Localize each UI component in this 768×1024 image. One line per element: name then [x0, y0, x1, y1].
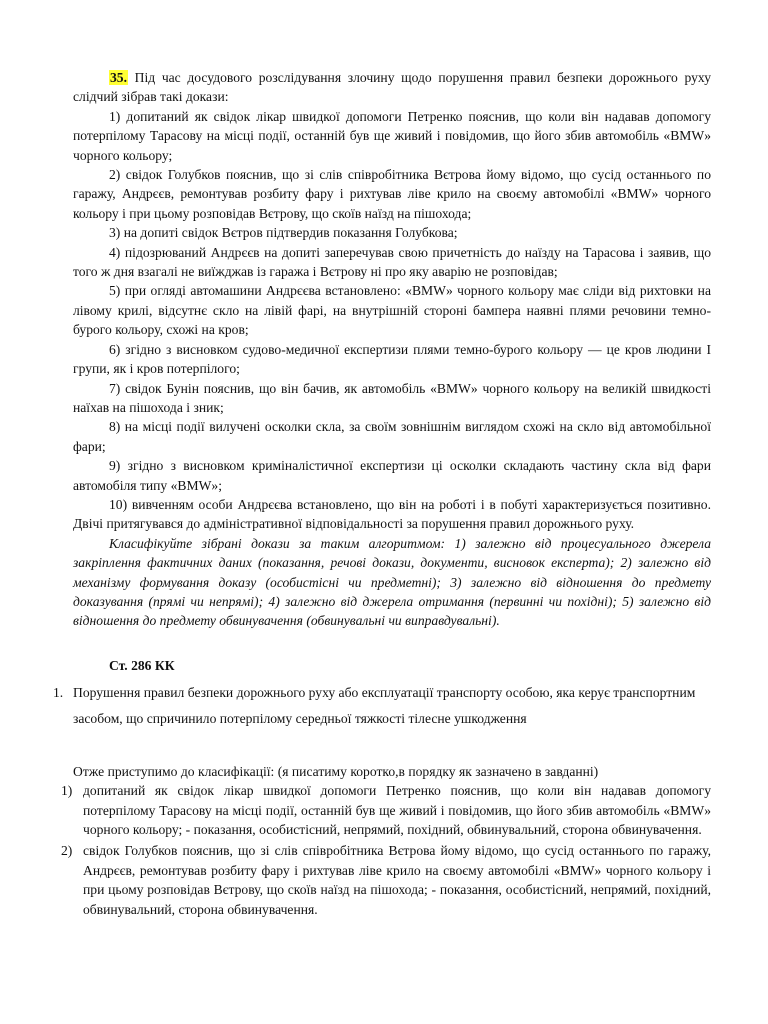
task-instruction: Класифікуйте зібрані докази за таким алгоритмом: 1) залежно від процесуального джерела закріплення фактичних даних (показання, речові докази, документи, висновок експерта); 2) залежно від механізму формування доказу (особистісні чи предметні); 3) залежно від відношення до предмету доказування (прямі чи непрямі); 4) залежно від джерела отримання (первинні чи похідні); 5) залежно від відношення до предмету обвинувачення (обвинувальні чи виправдувальні). [73, 535, 711, 629]
article-item-number: 1. [53, 684, 64, 700]
answer-intro: Отже приступимо до класифікації: (я писатиму коротко,в порядку як зазначено в завданні) [73, 763, 599, 779]
evidence-item-3: 3) на допиті свідок Вєтров підтвердив показання Голубкова; [109, 225, 458, 241]
answer-item-number: 1) [61, 783, 73, 799]
evidence-item-6: 6) згідно з висновком судово-медичної експертизи плями темно-бурого кольору — це кров людини I групи, як і кров потерпілого; [73, 341, 711, 377]
answer-item-text: допитаний як свідок лікар швидкої допомоги Петренко пояснив, що коли він надавав допомогу потерпілому Тарасову на місці події, останній був ще живий і повідомив, що його збив автомобіль «BMW» чорного кольору; - показання, особистісний, непрямий, похідний, обвинувальний, сторона обвинувачення. [83, 783, 711, 837]
article-heading: Ст. 286 КК [109, 657, 175, 673]
task-intro-text: Під час досудового розслідування злочину щодо порушення правил безпеки дорожнього руху слідчий зібрав такі докази: [73, 70, 711, 105]
answer-item-number: 2) [61, 843, 73, 859]
task-intro [73, 68, 711, 107]
document-page [53, 68, 711, 919]
answer-list-item [61, 841, 711, 919]
evidence-item-1: 1) допитаний як свідок лікар швидкої допомоги Петренко пояснив, що коли він надавав допомогу потерпілому Тарасову на місці події, останній був ще живий і повідомив, що його збив автомобіль «BMW» чорного кольору; [73, 108, 711, 163]
evidence-item-5: 5) при огляді автомашини Андрєєва встановлено: «BMW» чорного кольору має сліди від рихтовки на лівому крилі, відсутнє скло на лівій фарі, на внутрішній стороні бампера наявні плями речовини темно-бурого кольору, схожі на кров; [73, 283, 711, 338]
answer-list-item [61, 781, 711, 839]
task-number: 35. [110, 70, 127, 85]
evidence-item-9: 9) згідно з висновком криміналістичної експертизи ці осколки складають частину скла від фари автомобіля типу «BMW»; [73, 458, 711, 493]
evidence-item-7: 7) свідок Бунін пояснив, що він бачив, як автомобіль «BMW» чорного кольору на великій швидкості наїхав на пішохода і зник; [73, 380, 711, 415]
article-list-item [53, 680, 711, 732]
article-item-text: Порушення правил безпеки дорожнього руху або експлуатації транспорту особою, яка керує транспортним засобом, що спричинило потерпілому середньої тяжкості тілесне ушкодження [73, 684, 696, 726]
answer-item-text: свідок Голубков пояснив, що зі слів співробітника Вєтрова йому відомо, що сусід останнього по гаражу, Андрєєв, ремонтував розбиту фару і рихтував ліве крило на своєму автомобілі «BMW» чорного кольору і при цьому розповідав Вєтрову, що скоїв наїзд на пішохода; - показання, особистісний, непрямий, похідний, обвинувальний, сторона обвинувачення. [83, 843, 711, 917]
article-list [53, 680, 711, 732]
evidence-item-4: 4) підозрюваний Андрєєв на допиті заперечував свою причетність до наїзду на Тарасова і заявив, що того ж дня взагалі не виїжджав із гаража і Вєтрову ні про яку аварію не розповідав; [73, 244, 711, 280]
evidence-item-2: 2) свідок Голубков пояснив, що зі слів співробітника Вєтрова йому відомо, що сусід останнього по гаражу, Андрєєв, ремонтував розбиту фару і рихтував ліве крило на своєму автомобілі «BMW» чорного кольору і при цьому розповідав Вєтрову, що скоїв наїзд на пішохода; [73, 167, 711, 221]
answer-list [61, 781, 711, 919]
evidence-item-8: 8) на місці події вилучені осколки скла, за своїм зовнішнім виглядом схожі на скло від автомобільної фари; [73, 419, 711, 454]
evidence-item-10: 10) вивченням особи Андрєєва встановлено, що він на роботі і в побуті характеризується позитивно. Двічі притягувався до адміністративної відповідальності за порушення правил дорожнього руху. [73, 496, 711, 532]
